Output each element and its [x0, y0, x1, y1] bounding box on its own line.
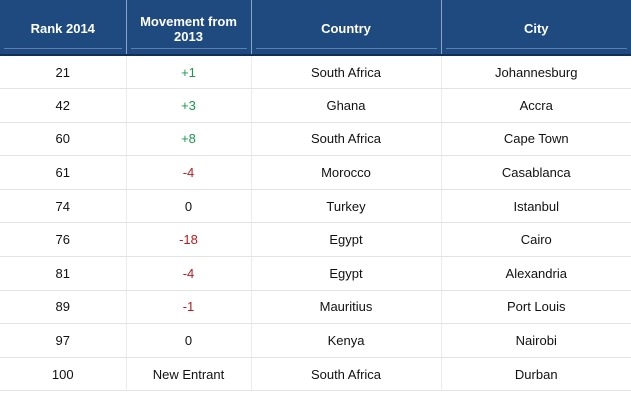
- header-underline: [256, 48, 437, 49]
- header-rank-label: Rank 2014: [30, 21, 95, 36]
- cell-city: Cairo: [441, 223, 631, 257]
- table-row[interactable]: [0, 357, 631, 391]
- cell-movement: -4: [126, 156, 251, 190]
- header-country[interactable]: [251, 0, 441, 55]
- cell-city: Cape Town: [441, 122, 631, 156]
- header-city[interactable]: [441, 0, 631, 55]
- cell-rank: 74: [0, 189, 126, 223]
- cell-city: Nairobi: [441, 324, 631, 358]
- cell-city: Istanbul: [441, 189, 631, 223]
- cell-movement: +1: [126, 55, 251, 89]
- table-row[interactable]: [0, 189, 631, 223]
- table-header: [0, 0, 631, 55]
- header-country-label: Country: [321, 21, 371, 36]
- cell-country: Kenya: [251, 324, 441, 358]
- cell-rank: 100: [0, 357, 126, 391]
- header-movement-label: Movement from 2013: [140, 13, 237, 44]
- cell-movement: -4: [126, 257, 251, 291]
- header-underline: [4, 48, 122, 49]
- table-row[interactable]: [0, 290, 631, 324]
- cell-country: Mauritius: [251, 290, 441, 324]
- cell-country: South Africa: [251, 357, 441, 391]
- cell-movement: -18: [126, 223, 251, 257]
- header-city-label: City: [523, 21, 549, 36]
- cell-rank: 97: [0, 324, 126, 358]
- cell-movement: 0: [126, 189, 251, 223]
- cell-rank: 60: [0, 122, 126, 156]
- header-rank-2014[interactable]: [0, 0, 126, 55]
- cell-rank: 21: [0, 55, 126, 89]
- table-row[interactable]: [0, 257, 631, 291]
- header-movement[interactable]: [126, 0, 251, 55]
- cell-country: South Africa: [251, 122, 441, 156]
- cell-city: Port Louis: [441, 290, 631, 324]
- cell-city: Johannesburg: [441, 55, 631, 89]
- table-row[interactable]: [0, 156, 631, 190]
- cell-country: South Africa: [251, 55, 441, 89]
- cell-movement: +8: [126, 122, 251, 156]
- cell-country: Egypt: [251, 223, 441, 257]
- table-row[interactable]: [0, 223, 631, 257]
- header-underline: [131, 48, 247, 49]
- cell-city: Casablanca: [441, 156, 631, 190]
- table-row[interactable]: [0, 89, 631, 123]
- cell-rank: 61: [0, 156, 126, 190]
- cell-city: Accra: [441, 89, 631, 123]
- header-row: [0, 0, 631, 55]
- cell-rank: 76: [0, 223, 126, 257]
- cell-country: Egypt: [251, 257, 441, 291]
- table-row[interactable]: [0, 122, 631, 156]
- cell-movement: 0: [126, 324, 251, 358]
- table-row[interactable]: [0, 324, 631, 358]
- cell-movement: New Entrant: [126, 357, 251, 391]
- table-row[interactable]: [0, 55, 631, 89]
- cell-movement: -1: [126, 290, 251, 324]
- cell-movement: +3: [126, 89, 251, 123]
- cell-country: Morocco: [251, 156, 441, 190]
- header-underline: [446, 48, 628, 49]
- cell-rank: 89: [0, 290, 126, 324]
- cell-city: Durban: [441, 357, 631, 391]
- cell-country: Turkey: [251, 189, 441, 223]
- cell-city: Alexandria: [441, 257, 631, 291]
- cell-rank: 81: [0, 257, 126, 291]
- cell-country: Ghana: [251, 89, 441, 123]
- cell-rank: 42: [0, 89, 126, 123]
- table-body: [0, 55, 631, 391]
